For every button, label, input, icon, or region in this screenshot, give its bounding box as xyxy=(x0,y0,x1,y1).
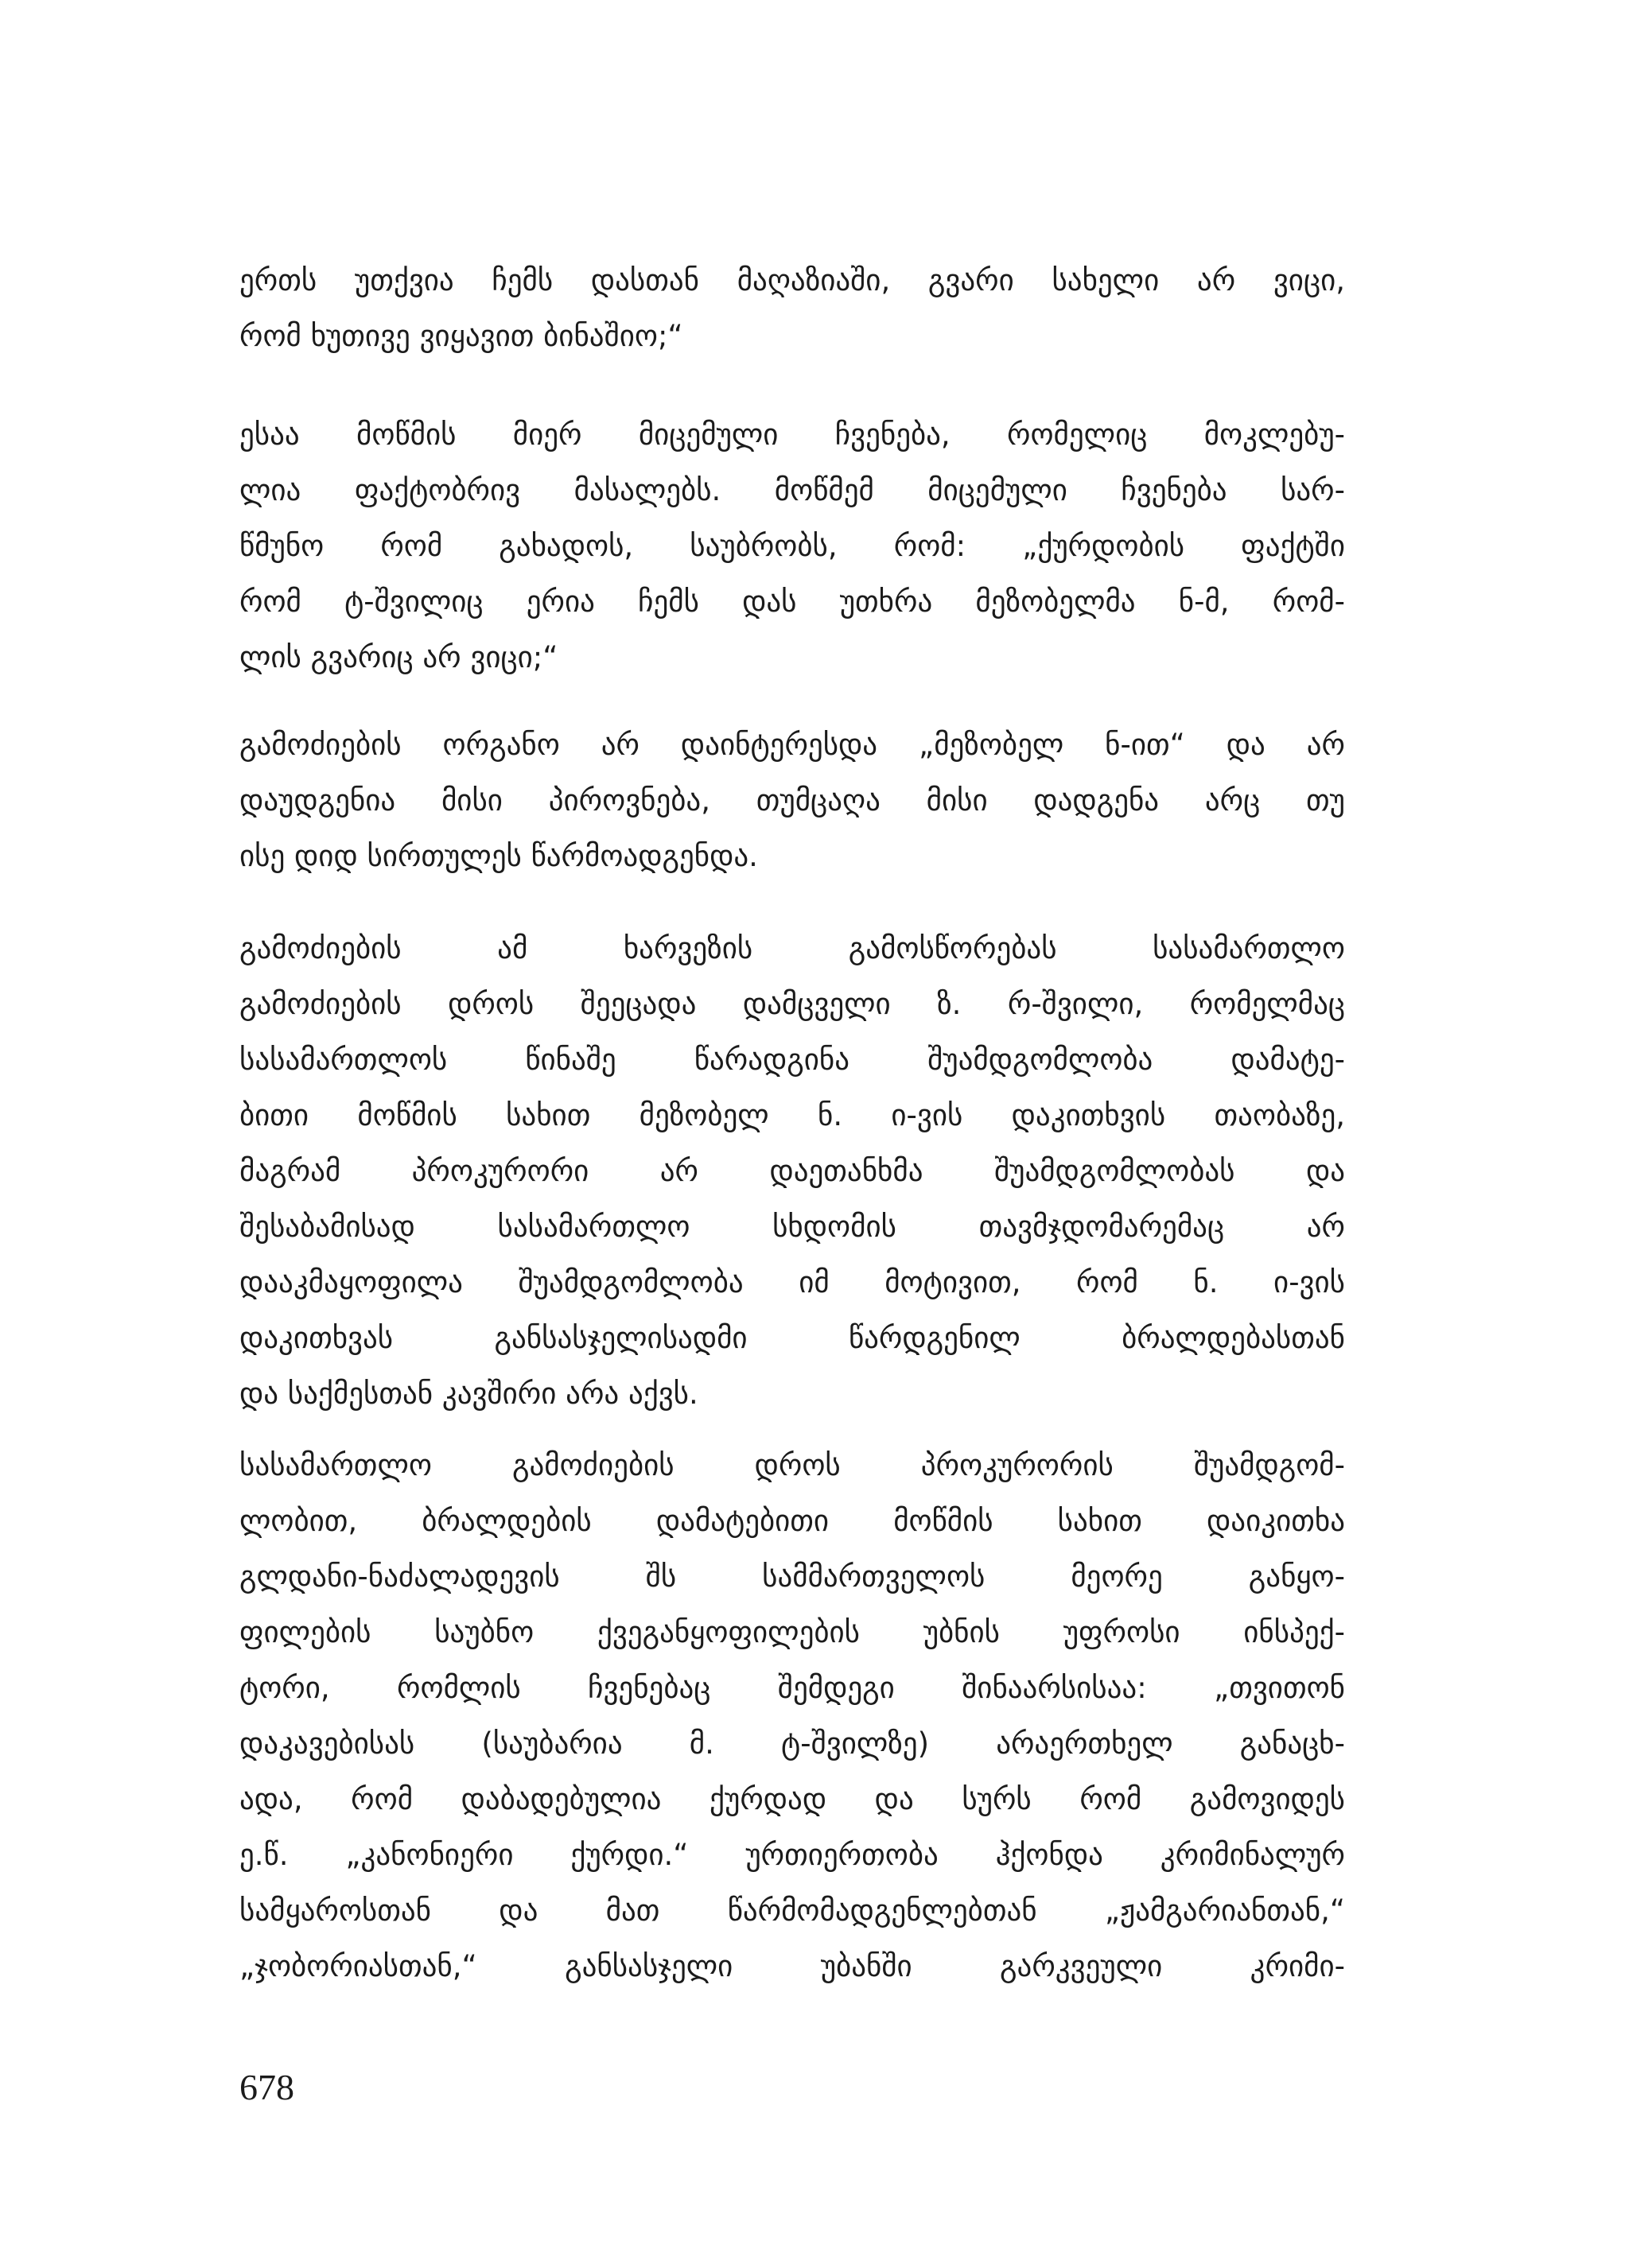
text-line: რომ ხუთივე ვიყავით ბინაშიო;“ xyxy=(239,319,683,353)
paragraph-5 xyxy=(239,1438,1345,1994)
text-line: ესაა მოწმის მიერ მიცემული ჩვენება, რომელიც მოკლებუ- xyxy=(239,417,1345,452)
text-line: გლდანი-ნაძალადევის შს სამმართველოს მეორე განყო- xyxy=(239,1559,1345,1594)
text-line: ლობით, ბრალდების დამატებითი მოწმის სახით დაიკითხა xyxy=(239,1504,1345,1538)
text-line: დაკავებისას (საუბარია მ. ტ-შვილზე) არაერთხელ განაცხ- xyxy=(239,1726,1345,1761)
text-line: „ჯობორიასთან,“ განსასჯელი უბანში გარკვეული კრიმი- xyxy=(239,1949,1345,1983)
paragraph-2 xyxy=(239,407,1345,685)
page-number: 678 xyxy=(239,2067,294,2107)
text-line: შესაბამისად სასამართლო სხდომის თავმჯდომარემაც არ xyxy=(239,1210,1345,1244)
text-line: სასამართლო გამოძიების დროს პროკურორის შუამდგომ- xyxy=(239,1448,1345,1482)
text-line: დააკმაყოფილა შუამდგომლობა იმ მოტივით, რომ ნ. ი-ვის xyxy=(239,1265,1345,1299)
text-line: გამოძიების ამ ხარვეზის გამოსწორებას სასამართლო xyxy=(239,931,1345,965)
paragraph-3 xyxy=(239,717,1345,884)
text-line: და საქმესთან კავშირი არა აქვს. xyxy=(239,1377,698,1411)
text-line: სასამართლოს წინაშე წარადგინა შუამდგომლობა დამატე- xyxy=(239,1043,1345,1077)
text-line: წმუნო რომ გახადოს, საუბრობს, რომ: „ქურდობის ფაქტში xyxy=(239,529,1345,563)
text-line: ადა, რომ დაბადებულია ქურდად და სურს რომ გამოვიდეს xyxy=(239,1782,1345,1816)
text-line: ბითი მოწმის სახით მეზობელ ნ. ი-ვის დაკითხვის თაობაზე, xyxy=(239,1098,1345,1132)
text-line: მაგრამ პროკურორი არ დაეთანხმა შუამდგომლობას და xyxy=(239,1154,1345,1188)
text-line: სამყაროსთან და მათ წარმომადგენლებთან „ჟამგარიანთან,“ xyxy=(239,1893,1345,1928)
text-line: ისე დიდ სირთულეს წარმოადგენდა. xyxy=(239,839,758,873)
text-line: ლია ფაქტობრივ მასალებს. მოწმემ მიცემული ჩვენება სარ- xyxy=(239,473,1345,507)
paragraph-1 xyxy=(239,253,1345,364)
text-line: რომ ტ-შვილიც ერია ჩემს დას უთხრა მეზობელმა ნ-მ, რომ- xyxy=(239,584,1345,619)
text-line: დაკითხვას განსასჯელისადმი წარდგენილ ბრალდებასთან xyxy=(239,1321,1345,1355)
text-line: ე.წ. „კანონიერი ქურდი.“ ურთიერთობა ჰქონდა კრიმინალურ xyxy=(239,1838,1345,1872)
text-line: დაუდგენია მისი პიროვნება, თუმცაღა მისი დადგენა არც თუ xyxy=(239,783,1345,817)
text-line: ტორი, რომლის ჩვენებაც შემდეგი შინაარსისაა: „თვითონ xyxy=(239,1671,1345,1705)
text-line: ერთს უთქვია ჩემს დასთან მაღაზიაში, გვარი სახელი არ ვიცი, xyxy=(239,263,1345,297)
text-line: ლის გვარიც არ ვიცი;“ xyxy=(239,640,558,674)
text-line: გამოძიების დროს შეეცადა დამცველი ზ. რ-შვილი, რომელმაც xyxy=(239,987,1345,1021)
text-line: გამოძიების ორგანო არ დაინტერესდა „მეზობელ ნ-ით“ და არ xyxy=(239,728,1345,762)
paragraph-4 xyxy=(239,921,1345,1422)
text-line: ფილების საუბნო ქვეგანყოფილების უბნის უფროსი ინსპექ- xyxy=(239,1615,1345,1649)
